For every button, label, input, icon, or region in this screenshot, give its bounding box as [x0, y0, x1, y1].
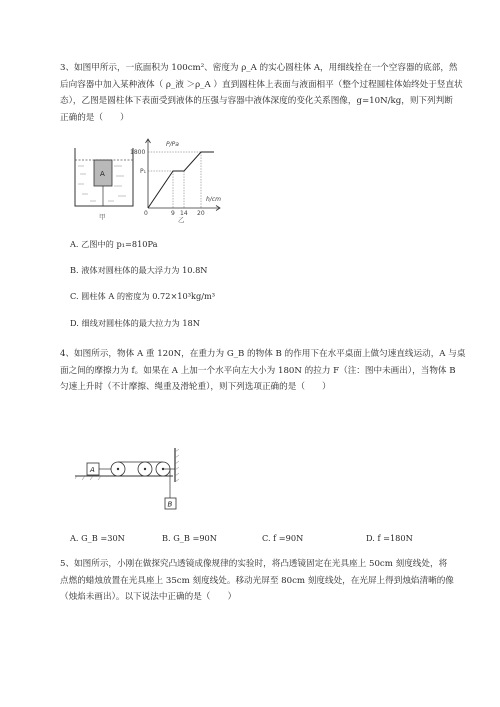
origin-label: 0: [144, 210, 148, 217]
question-3-line-1: 3、如图甲所示，一底面积为 100cm²、密度为 ρ_A 的实心圆柱体 A，用细线拴在一个空容器的底部，然: [60, 63, 458, 73]
question-3-option-d[interactable]: D. 细线对圆柱体的最大拉力为 18N: [70, 318, 200, 328]
container-diagram: [75, 148, 133, 221]
question-3-line-4: 正确的是（ ）: [60, 112, 129, 123]
question-5-line-3: （烛焰未画出）。以下说法中正确的是（ ）: [60, 592, 237, 602]
question-4-line-1: 4、如图所示，物体 A 重 120N，在重力为 G_B 的物体 B 的作用下在水平桌面上做匀速直线运动，A 与桌: [60, 349, 466, 359]
x-tick-14: 14: [180, 210, 188, 217]
block-b-label: B: [167, 500, 173, 509]
pressure-depth-graph: [130, 139, 221, 224]
question-3-option-c[interactable]: C. 圆柱体 A 的密度为 0.72×10³kg/m³: [70, 291, 216, 301]
question-4-option-a[interactable]: A. G_B =30N: [70, 533, 125, 543]
caption-jia: 甲: [99, 213, 106, 221]
question-3-line-2: 后向容器中加入某种液体（ ρ_液 ＞ρ_A ）直到圆柱体上表面与液面相平（整个过程圆柱体始终处于竖直状: [60, 79, 463, 90]
question-5-stem: [60, 556, 470, 606]
y-axis-label: P/Pa: [166, 141, 179, 148]
x-tick-9: 9: [171, 210, 175, 217]
x-tick-20: 20: [197, 210, 205, 217]
question-5-line-2: 点燃的蜡烛放置在光具座上 35cm 刻度线处。移动光屏至 80cm 刻度线处，在光屏上得到烛焰清晰的像: [60, 575, 454, 586]
question-3-option-a[interactable]: A. 乙图中的 p₁=810Pa: [70, 239, 158, 249]
question-4-line-3: 匀速上升时（不计摩擦、绳重及滑轮重），则下列选项正确的是（ ）: [60, 382, 331, 392]
question-4-option-d[interactable]: D. f =180N: [366, 533, 413, 543]
question-4-pulley-figure: [75, 446, 190, 514]
pressure-line: [148, 152, 214, 208]
y-tick-1800: 1800: [130, 149, 146, 156]
question-3-option-b[interactable]: B. 液体对圆柱体的最大浮力为 10.8N: [70, 265, 208, 275]
question-4-option-b[interactable]: B. G_B =90N: [162, 533, 217, 543]
cylinder-label: A: [100, 170, 105, 178]
y-tick-p1: P₁: [140, 168, 147, 175]
x-axis-label: h/cm: [206, 196, 221, 203]
question-4-option-c[interactable]: C. f =90N: [262, 533, 304, 543]
question-4-line-2: 面之间的摩擦力为 f。如果在 A 上加一个水平向左大小为 180N 的拉力 F（注：图中未画出），当物体 B: [60, 365, 456, 376]
question-3-figure: [70, 138, 230, 224]
question-4-stem: [60, 346, 470, 396]
question-3-stem: [60, 60, 470, 126]
block-a-label: A: [90, 466, 95, 474]
caption-yi: 乙: [178, 216, 185, 224]
question-3-line-3: 态），乙图是圆柱体下表面受到液体的压强与容器中液体深度的变化关系图像，g=10N/kg，则下列判断: [60, 96, 453, 106]
question-5-line-1: 5、如图所示，小刚在做探究凸透镜成像规律的实验时，将凸透镜固定在光具座上 50cm 刻度线处，将: [60, 559, 448, 569]
